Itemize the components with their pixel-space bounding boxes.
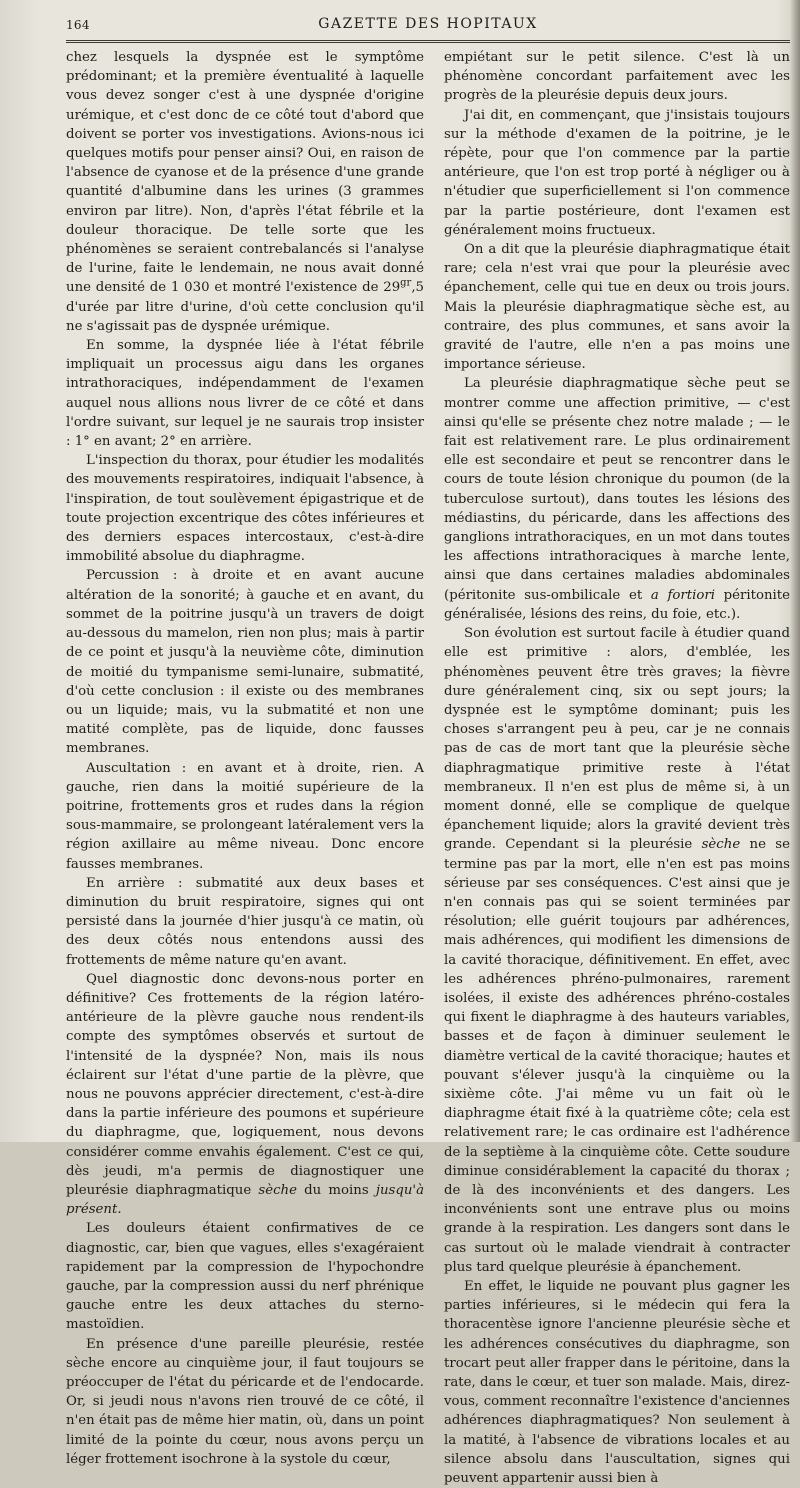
paragraph-text: chez lesquels la dyspnée est le symptôme prédominant; et la première éventualité à laquelle vous devez songer c'est à une dyspnée d'origine urémique, et c'est donc de ce côté tout d'abord que doivent se porter vos investigations. Avions-nous ici quelques motifs pour penser ainsi? Oui, en raison de l'absence de cyanose et de la présence d'une grande quantité d'albumine dans les urines (3 grammes environ par litre). Non, d'après l'état fébrile et la douleur thoracique. De telle sorte que les phénomènes se seraient contrebalancés si l'analyse de l'urine, faite le lendemain, ne nous avait donné une densité de 1 030 et montré l'existence de 29 — [66, 50, 424, 296]
italic-text: a fortiori — [650, 587, 715, 603]
paragraph-text: ne se termine pas par la mort, elle n'en est pas moins sérieuse par ses conséquences. C'est ainsi que je n'en connais pas qui se soient terminées par résolution; elle guérit toujours par adhérences, mais adhérences, qui modifient les dimensions de la cavité thoracique, définitivement. En effet, avec les adhérences phréno-pulmonaires, rarement isolées, il existe des adhérences phréno-costales qui fixent le diaphragme à des hauteurs variables, basses et de façon à diminuer seulement le diamètre vertical de la cavité thoracique; hautes et pouvant s'élever jusqu'à la cinquième ou la sixième côte. J'ai même vu un fait où le diaphragme était fixé à la quatrième côte; cela est relativement rare; le cas ordinaire est l'adhérence de la septième à la cinquième côte. Cette soudure diminue considérablement la capacité du thorax ; de là des inconvénients et des dangers. Les inconvénients sont une entrave plus ou moins grande à la respiration. Les dangers sont dans le cas surtout où le malade viendrait à contracter plus tard quelque pleurésie à épanchement. — [444, 837, 790, 1275]
paragraph-text: Quel diagnostic donc devons-nous porter en définitive? Ces frottements de la région latéro-antérieure de la plèvre gauche nous rendent-ils compte des symptômes observés et surtout de l'intensité de la dyspnée? Non, mais ils nous éclairent sur l'état d'une partie de la plèvre, que nous ne pouvons apprécier directement, c'est-à-dire dans la partie inférieure des poumons et supérieure du diaphragme, que, logiquement, nous devons considérer comme envahis également. C'est ce qui, dès jeudi, m'a permis de diagnostiquer une pleurésie diaphragmatique — [66, 971, 424, 1198]
paragraph — [66, 48, 424, 336]
paragraph: En présence d'une pareille pleurésie, restée sèche encore au cinquième jour, il faut toujours se préoccuper de l'état du péricarde et de l'endocarde. Or, si jeudi nous n'avons rien trouvé de ce côté, il n'en était pas de même hier matin, où, dans un point limité de la pointe du cœur, nous avons perçu un léger frottement isochrone à la systole du cœur, — [66, 1336, 424, 1467]
paragraph — [66, 970, 424, 1220]
paragraph: empiétant sur le petit silence. C'est là un phénomène concordant parfaitement avec les progrès de la pleurésie depuis deux jours. — [444, 50, 790, 104]
superscript-unit: gr — [400, 278, 412, 290]
left-column — [66, 48, 424, 1467]
paragraph: L'inspection du thorax, pour étudier les modalités des mouvements respiratoires, indiquait l'absence, à l'inspiration, de tout soulèvement épigastrique et de toute projection excentrique des côtes inférieures et des derniers espaces intercostaux, c'est-à-dire immobilité absolue du diaphragme. — [66, 453, 424, 565]
page-number: 164 — [66, 18, 90, 32]
paragraph-text: du moins — [296, 1182, 376, 1198]
paragraph: En effet, le liquide ne pouvant plus gagner les parties inférieures, si le médecin qui fera la thoracentèse ignore l'ancienne pleurésie sèche et les adhérences consécutives du diaphragme, son trocart peut aller frapper dans le péritoine, dans la rate, dans le cœur, et tuer son malade. Mais, direz-vous, comment reconnaître l'existence d'anciennes adhérences diaphragmatiques? Non seulement à la matité, à l'absence de vibrations locales et au silence absolu dans l'auscultation, signes qui peuvent appartenir aussi bien à — [444, 1279, 790, 1487]
paragraph: J'ai dit, en commençant, que j'insistais toujours sur la méthode d'examen de la poitrine, je le répète, pour que l'on commence par la partie antérieure, que l'on est trop porté à négliger ou à n'étudier que superficiellement si l'on commence par la partie postérieure, dont l'examen est généralement moins fructueux. — [444, 107, 790, 238]
paragraph — [444, 374, 790, 624]
page-binding-edge — [790, 0, 800, 1142]
page-header — [66, 10, 790, 36]
italic-text: jusqu'à présent. — [66, 1182, 424, 1218]
paragraph — [444, 624, 790, 1277]
paragraph: Auscultation : en avant et à droite, rien. A gauche, rien dans la moitié supérieure de la poitrine, frottements gros et rudes dans la région sous-mammaire, se prolongeant latéralement vers la région axillaire au même niveau. Donc encore fausses membranes. — [66, 760, 424, 872]
paragraph: En somme, la dyspnée liée à l'état fébrile impliquait un processus aigu dans les organes intrathoraciques, indépendamment de l'examen auquel nous allions nous livrer de ce côté et dans l'ordre suivant, sur lequel je ne saurais trop insister : 1° en avant; 2° en arrière. — [66, 338, 424, 450]
header-rule — [66, 40, 790, 43]
paragraph-text: ,5 d'urée par litre d'urine, d'où cette conclusion qu'il ne s'agissait pas de dyspnée urémique. — [66, 280, 424, 334]
right-column — [444, 48, 790, 1487]
italic-text: sèche — [701, 837, 741, 853]
paragraph: On a dit que la pleurésie diaphragmatique était rare; cela n'est vrai que pour la pleurésie avec épanchement, celle qui tue en deux ou trois jours. Mais la pleurésie diaphragmatique sèche est, au contraire, des plus communes, et sans avoir la gravité de l'autre, elle n'en a pas moins une importance sérieuse. — [444, 242, 790, 373]
paragraph: En arrière : submatité aux deux bases et diminution du bruit respiratoire, signes qui ont persisté dans la journée d'hier jusqu'à ce matin, où des deux côtés nous entendons aussi des frottements de même nature qu'en avant. — [66, 875, 424, 968]
paragraph-text: péritonite généralisée, lésions des reins, du foie, etc.). — [444, 587, 790, 622]
running-title: GAZETTE DES HOPITAUX — [318, 16, 538, 32]
paragraph: Les douleurs étaient confirmatives de ce diagnostic, car, bien que vagues, elles s'exagéraient rapidement par la compression de l'hypochondre gauche, par la compression aussi du nerf phrénique gauche entre les deux attaches du sterno-mastoïdien. — [66, 1221, 424, 1333]
paragraph: Percussion : à droite et en avant aucune altération de la sonorité; à gauche et en avant, du sommet de la poitrine jusqu'à un travers de doigt au-dessous du mamelon, rien non plus; mais à partir de ce point et jusqu'à la neuvième côte, diminution de moitié du tympanisme semi-lunaire, submatité, d'où cette conclusion : il existe ou des membranes ou un liquide; mais, vu la submatité et non une matité complète, pas de liquide, donc fausses membranes. — [66, 568, 424, 757]
paragraph-text: Son évolution est surtout facile à étudier quand elle est primitive : alors, d'emblée, les phénomènes peuvent être très graves; la fièvre dure généralement cinq, six ou sept jours; la dyspnée est le symptôme dominant; puis les choses s'arrangent peu à peu, car je ne connais pas de cas de mort tant que la pleurésie sèche diaphragmatique primitive reste à l'état membraneux. Il n'en est plus de même si, à un moment donné, elle se complique de quelque épanchement liquide; alors la gravité devient très grande. Cependant si la pleurésie — [444, 626, 790, 853]
paragraph-text: La pleurésie diaphragmatique sèche peut se montrer comme une affection primitive, — c'est ainsi qu'elle se présente chez notre malade ; — le fait est relativement rare. Le plus ordinairement elle est secondaire et peut se rencontrer dans le cours de toute lésion chronique du poumon (de la tuberculose surtout), dans toutes les lésions des médiastins, du péricarde, dans les affections des ganglions intrathoraciques, en un mot dans toutes les affections intrathoraciques à marche lente, ainsi que dans certaines maladies abdominales (péritonite sus-ombilicale et — [444, 376, 790, 603]
italic-text: sèche — [258, 1182, 297, 1198]
